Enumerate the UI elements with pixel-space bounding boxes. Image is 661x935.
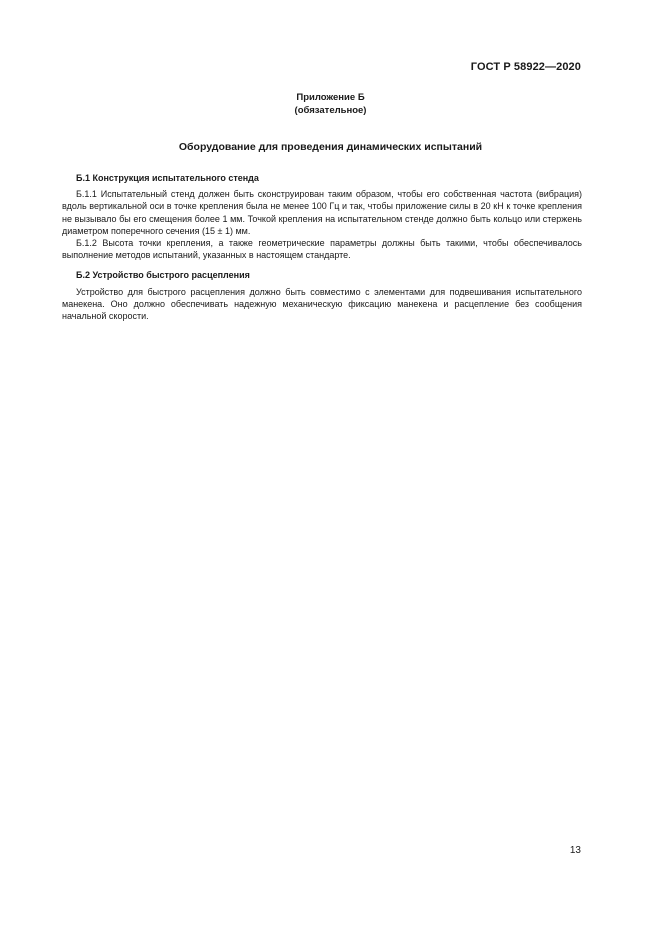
section-spacer <box>62 261 582 269</box>
paragraph-b2-1: Устройство для быстрого расцепления должно быть совместимо с элементами для подвешивания испытательного манекена. Оно должно обеспечивать надежную механическую фиксацию манекена и расцепление без сообщения начальной скорости. <box>62 286 582 322</box>
paragraph-b1-2: Б.1.2 Высота точки крепления, а также геометрические параметры должны быть такими, чтобы обеспечивалось выполнение методов испытаний, указанных в настоящем стандарте. <box>62 238 582 261</box>
annex-label: Приложение Б <box>296 92 365 103</box>
annex-title <box>0 91 661 117</box>
annex-status: (обязательное) <box>294 105 367 116</box>
section-heading-b2: Б.2 Устройство быстрого расцепления <box>76 270 250 281</box>
page-number: 13 <box>569 845 581 856</box>
document-code: ГОСТ Р 58922—2020 <box>470 61 581 73</box>
section-heading-b1: Б.1 Конструкция испытательного стенда <box>76 173 259 183</box>
annex-main-title: Оборудование для проведения динамических испытаний <box>178 141 483 153</box>
document-body <box>62 172 582 322</box>
paragraph-b1-1: Б.1.1 Испытательный стенд должен быть сконструирован таким образом, чтобы его собственная частота (вибрация) вдоль вертикальной оси в точке крепления была не менее 100 Гц и так, чтобы приложение силы в 20 кН к точке крепления не вызывало бы его смещения более 1 мм. Точкой крепления на испытательном стенде должно быть кольцо или стержень диаметром поперечного сечения (15 ± 1) мм. <box>62 189 582 236</box>
